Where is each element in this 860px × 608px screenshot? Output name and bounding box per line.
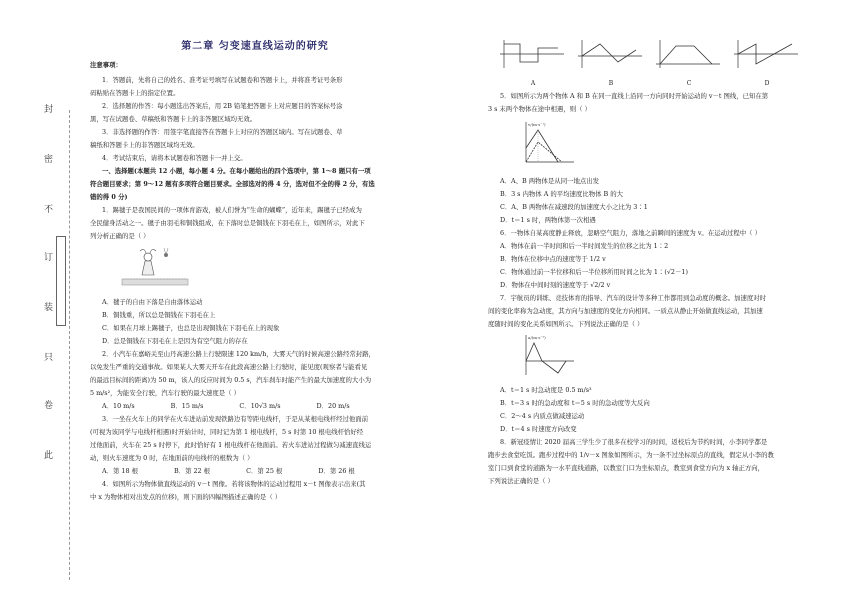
q7-at-graph: [518, 333, 578, 377]
graph-c: [654, 36, 724, 72]
question-line: 下列说法正确的是（ ）: [488, 477, 554, 485]
question-line: 2．小汽车在嘉峪关至山丹高速公路上行驶限速 120 km/h，大雾天气的时候高速公路经常封路，: [102, 350, 375, 358]
option: C．10√3 m/s: [239, 402, 281, 410]
binding-char: 卷: [44, 401, 54, 411]
section-heading: 一、选择题(本题共 12 小题，每小题 4 分。在每小题给出的四个选项中，第 1～8 题只有一项: [102, 167, 371, 175]
option: A．A、B 两物体是从同一地点出发: [500, 177, 600, 185]
question-line: 7．宇航员的训练、竞技体育的指导、汽车的设计等多种工作都用到急动度的概念。加速度对时: [500, 294, 767, 302]
notice-line: 3．非选择题的作答：用签字笔直接答在答题卡上对应的答题区域内。写在试题卷、草: [102, 128, 343, 136]
left-column: [90, 40, 420, 504]
binding-char: 封: [44, 105, 54, 115]
option: A．第 18 根: [102, 467, 138, 475]
question-line: 列分析正确的是（ ）: [90, 232, 150, 240]
notice-heading: 注意事项：: [90, 61, 122, 69]
right-column: [488, 36, 818, 488]
option: C．第 25 根: [246, 467, 283, 475]
question-line: 过他面前，火车在 25 s 时停下，此时恰好有 1 根电线杆在他面前。若火车进站过程做匀减速直线运: [90, 441, 372, 449]
graph-d: [732, 36, 802, 72]
question-line: 全民健身活动之一。毽子由羽毛和铜钱组成，在下落时总是铜钱在下羽毛在上，如图所示，对此下: [90, 219, 365, 227]
option: D．总是铜钱在下羽毛在上是因为有空气阻力的存在: [102, 337, 248, 345]
option: C．物体通过前一半位移和后一半位移所用时间之比为 1∶(√2－1): [500, 268, 688, 276]
option: C．2～4 s 内质点做减速运动: [500, 412, 585, 420]
graph-label: B: [608, 80, 614, 87]
q5-y-label: v/(m·s⁻¹): [528, 122, 546, 127]
graph-label: A: [530, 80, 536, 87]
binding-char: 只: [44, 353, 54, 363]
option: D．物体在中间时刻的速度等于 √2/2 v: [500, 281, 611, 289]
graph-option: [654, 36, 724, 90]
binding-char: 装: [44, 303, 54, 313]
option: A．10 m/s: [102, 402, 135, 410]
option: A．物体在前一半时间和后一半时间发生的位移之比为 1∶2: [500, 242, 669, 250]
question-line: 1．踢毽子是我国民间的一项体育游戏，被人们誉为“生命的蝴蝶”，近年来，踢毽子已经成为: [102, 206, 362, 214]
binding-dashed-line: [69, 110, 70, 580]
shuttlecock-figure: [120, 245, 190, 289]
q4-graphs: [498, 36, 818, 90]
question-line: 以免发生严重的交通事故。如果某人大雾天开车在此段高速公路上行驶时，能见度(观察者与能看见: [90, 363, 368, 371]
section-heading: 错的得 0 分): [90, 193, 128, 201]
question-line: 室门口到食堂的道路为一水平直线道路，以教室门口为坐标原点，教室到食堂方向为 x 轴正方向，: [488, 464, 765, 472]
question-line: 6．一物体自某高度静止释放，忽略空气阻力，落地之前瞬间的速度为 v。在运动过程中（ ）: [500, 229, 761, 237]
graph-option: [732, 36, 802, 90]
question-line: 3 s 末两个物体在途中相遇，则（ ）: [488, 105, 591, 113]
question-line: 动，则火车速度为 0 时，在地面前的电线杆的根数为（ ）: [90, 454, 254, 462]
q7-y-label: a/(m·s⁻²): [528, 335, 546, 340]
option: A．t＝1 s 时急动度是 0.5 m/s³: [500, 386, 592, 394]
option: B．3 s 内物体 A 的平均速度比物体 B 的大: [500, 190, 624, 198]
graph-label: C: [686, 80, 692, 87]
notice-line: 1．答题前，先将自己的姓名、准考证号填写在试题卷和答题卡上，并将准考证号条形: [102, 76, 343, 84]
question-line: 3．一坐在火车上的同学在火车进站前发现铁路边有等距电线杆，于是从某根电线杆经过他面前: [102, 415, 369, 423]
option-row: [90, 400, 420, 413]
notice-line: 码粘贴在答题卡上的指定位置。: [90, 89, 180, 97]
graph-option: [498, 36, 568, 90]
binding-char: 此: [44, 451, 54, 461]
option-row: [90, 465, 420, 478]
option: B．铜钱重，所以总是铜钱在下羽毛在上: [102, 311, 216, 319]
graph-v-t-original: [498, 36, 568, 72]
notice-line: 2．选择题的作答：每小题选出答案后，用 2B 铅笔把答题卡上对应题目的答案标号涂: [102, 102, 343, 110]
graph-label: D: [764, 80, 770, 87]
option: D．t＝4 s 时速度方向改变: [500, 425, 577, 433]
graph-b: [576, 36, 646, 72]
question-line: (可视为该同学与电线杆相遇)时开始计时，同时记为第 1 根电线杆，5 s 时第 10 根电线杆恰好经: [90, 428, 364, 436]
binding-char: 订: [44, 253, 54, 263]
option: A．毽子的自由下落是自由落体运动: [102, 298, 203, 306]
option: B．15 m/s: [170, 402, 204, 410]
question-line: 4．如图所示为物体做直线运动的 v－t 图像。若将该物体的运动过程用 x－t 图像表示出来(其: [102, 480, 366, 488]
option: D．t＝1 s 时，两物体第一次相遇: [500, 216, 596, 224]
option: D．第 26 根: [318, 467, 355, 475]
notice-line: 4．考试结束后，请将本试题卷和答题卡一并上交。: [102, 154, 247, 162]
question-line: 度随时间的变化关系如图所示。下列说法正确的是（ ）: [488, 320, 644, 328]
notice-line: 黑，写在试题卷、草稿纸和答题卡上的非答题区域均无效。: [90, 115, 257, 123]
question-line: 中 x 为物体相对出发点的位移)，则下面的四幅图描述正确的是（ ）: [90, 493, 282, 501]
option: D．20 m/s: [316, 402, 350, 410]
question-line: 8．新冠疫情让 2020 届高三学生少了很多在校学习的时间，返校后为节约时间，小李同学都是: [500, 438, 768, 446]
section-heading: 符合题目要求；第 9～12 题有多项符合题目要求。全部选对的得 4 分，选对但不全的得 2 分，有选: [90, 180, 375, 188]
notice-line: 稿纸和答题卡上的非答题区域均无效。: [90, 141, 199, 149]
binding-char: 不: [44, 205, 54, 215]
graph-option: [576, 36, 646, 90]
option: B．t＝3 s 时的急动度和 t＝5 s 时的急动度等大反向: [500, 399, 650, 407]
question-line: 5 m/s²，为能安全行驶，汽车行驶的最大速度是（ ）: [90, 389, 240, 397]
question-line: 间的变化率称为急动度，其方向与加速度的变化方向相同。一质点从静止开始做直线运动，其加速: [488, 307, 763, 315]
option: B．第 22 根: [173, 467, 211, 475]
option: C．A、B 两物体在减速段的加速度大小之比为 3∶1: [500, 203, 648, 211]
option: B．物体在位移中点的速度等于 1/2 v: [500, 255, 606, 263]
question-line: 5．如图所示为两个物体 A 和 B 在同一直线上沿同一方向同时开始运动的 v－t 图线，已知在第: [500, 92, 769, 100]
page-title: 第二章 匀变速直线运动的研究: [181, 41, 329, 52]
option: C．如果在月球上踢毽子，也总是出现铜钱在下羽毛在上的现象: [102, 324, 280, 332]
binding-char: 密: [44, 155, 54, 165]
question-line: 跑步去食堂吃饭。跑步过程中的 1/v－x 图象如图所示，为一条不过坐标原点的直线，假定从小李的教: [488, 451, 774, 459]
q5-vt-graph: [518, 118, 578, 168]
question-line: 的最远目标间的距离)为 50 m，该人的反应时间为 0.5 s，汽车刹车时能产生的最大加速度的大小为: [90, 376, 372, 384]
exam-number-box: [56, 236, 66, 326]
